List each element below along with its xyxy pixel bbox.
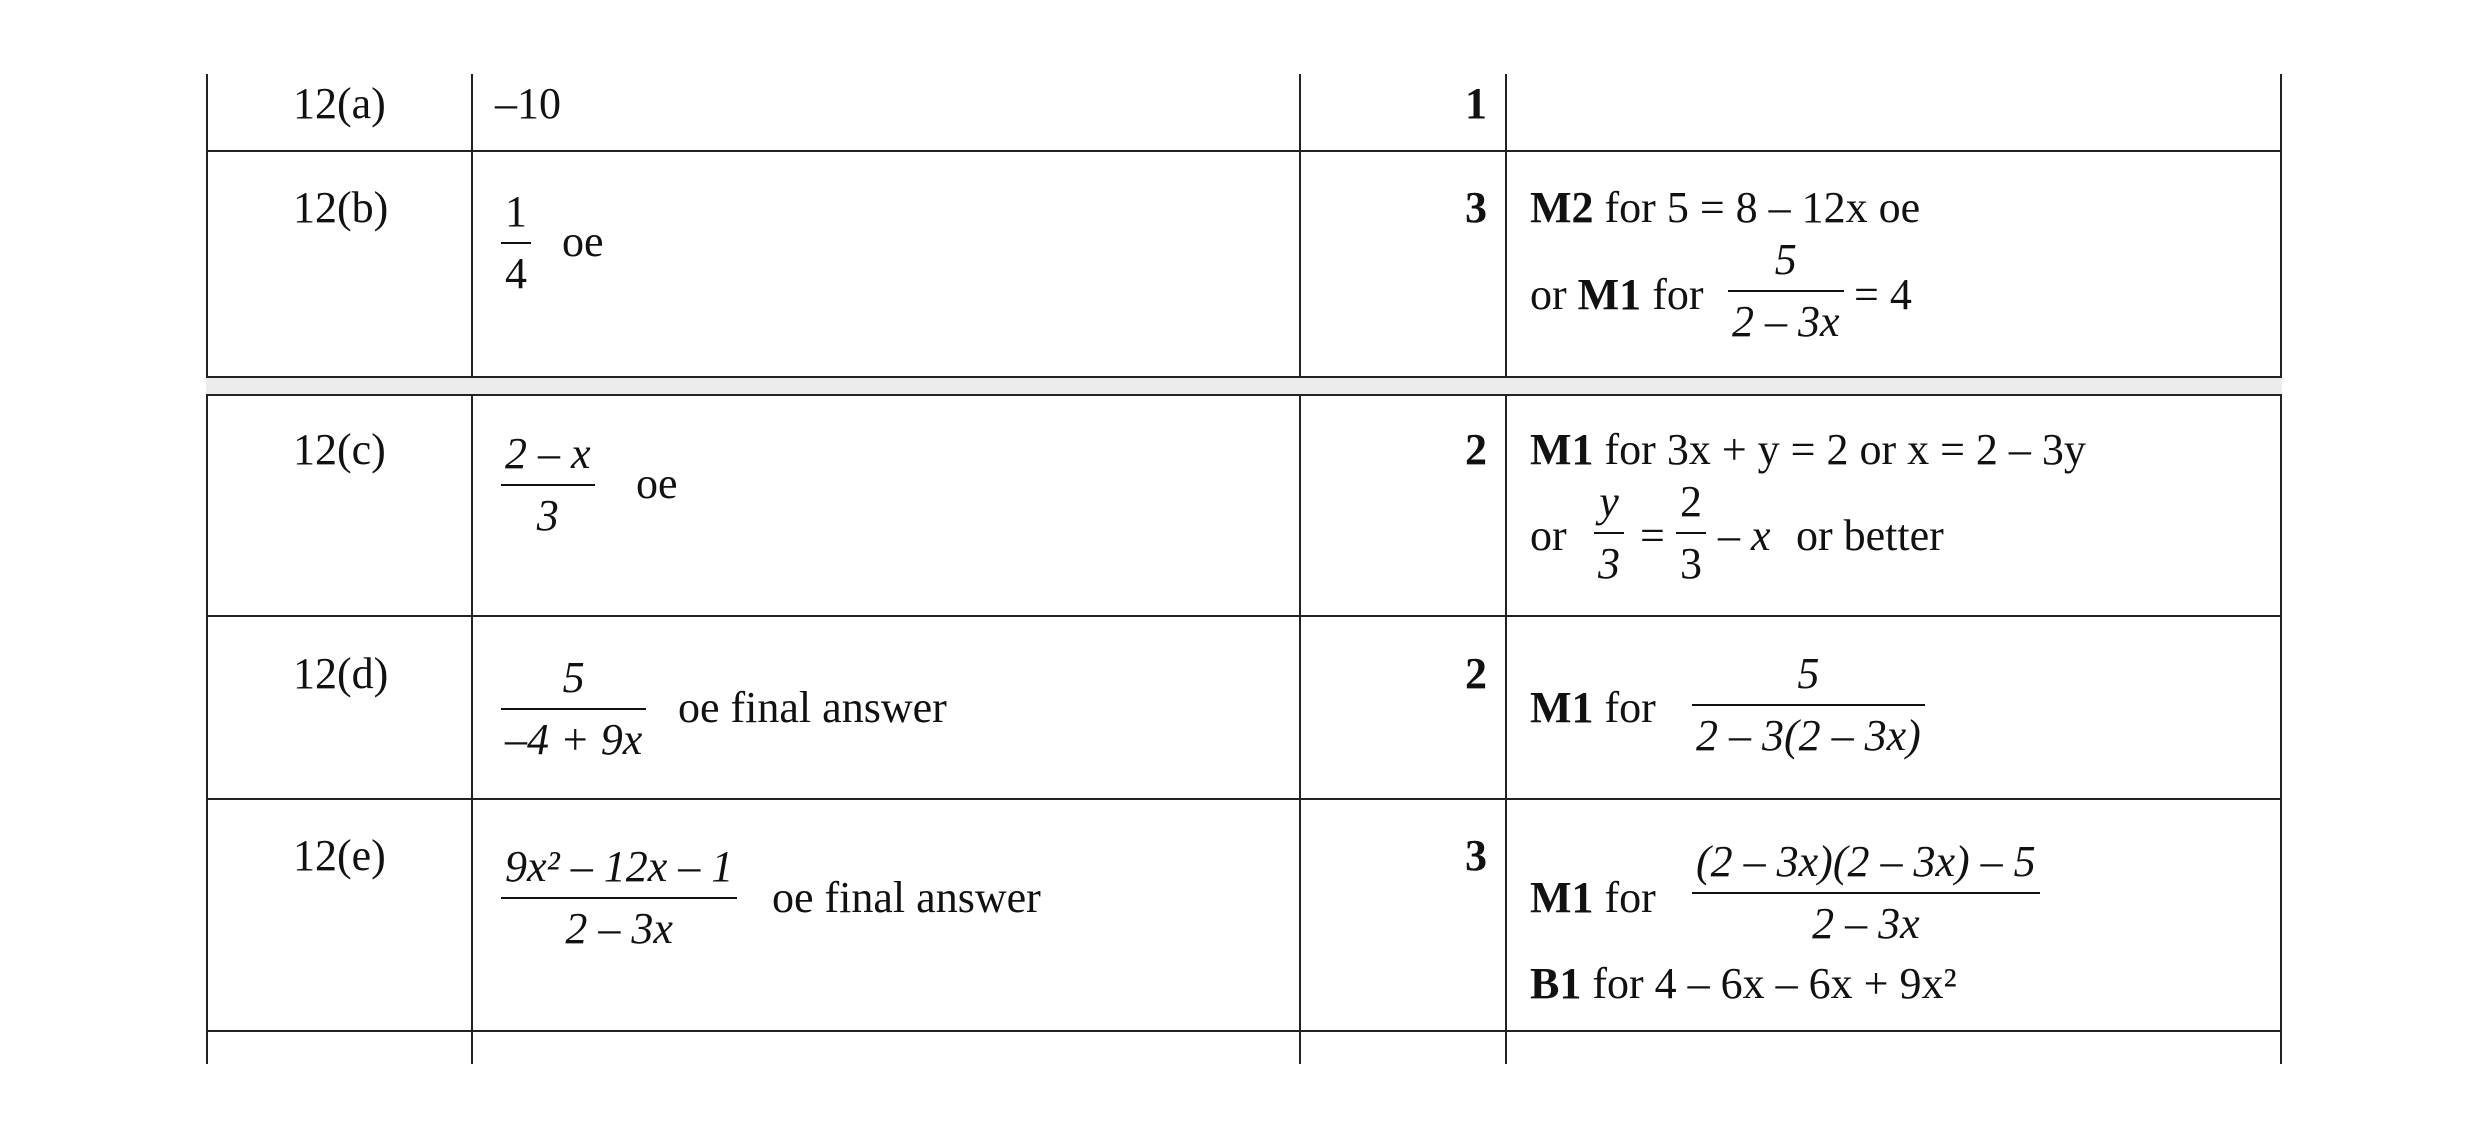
answer-suffix: oe: [636, 459, 678, 508]
guidance-prefix: or: [1530, 511, 1567, 560]
marks-value: 2: [1465, 649, 1487, 698]
mark-code: M1: [1530, 683, 1594, 732]
answer-fraction: [501, 842, 737, 953]
answer-suffix: oe final answer: [678, 683, 947, 732]
fraction-denominator: 3: [1680, 539, 1702, 588]
row-divider: [206, 798, 2282, 800]
guidance-line: [1530, 270, 1704, 319]
guidance-line: [1530, 683, 1656, 732]
fraction-numerator: 1: [505, 187, 527, 236]
answer-fraction: [501, 429, 595, 540]
guidance-text: for 4 – 6x – 6x + 9x²: [1581, 959, 1957, 1008]
column-divider-3: [1505, 74, 1507, 1064]
guidance-prefix: or: [1530, 270, 1578, 319]
question-number: 12(c): [293, 425, 386, 474]
answer-suffix: oe: [562, 217, 604, 266]
guidance-tail: = 4: [1854, 270, 1912, 319]
guidance-suffix: or better: [1796, 511, 1944, 560]
marks-value: 3: [1465, 831, 1487, 880]
fraction-numerator: y: [1599, 477, 1619, 526]
marks-value: 2: [1465, 425, 1487, 474]
section-separator-band: [206, 378, 2282, 394]
guidance-fraction: [1728, 235, 1844, 346]
row-divider: [206, 376, 2282, 378]
fraction-denominator: 2 – 3x: [1732, 297, 1840, 346]
answer-fraction: [501, 653, 646, 764]
mark-code: M1: [1530, 425, 1594, 474]
guidance-text: for: [1593, 873, 1656, 922]
guidance-line: [1530, 959, 1957, 1008]
question-number: 12(e): [293, 831, 386, 880]
fraction-denominator: 4: [505, 249, 527, 298]
fraction-denominator: 2 – 3(2 – 3x): [1696, 711, 1921, 760]
guidance-fraction: [1692, 837, 2040, 948]
fraction-denominator: 2 – 3x: [1812, 899, 1920, 948]
row-divider: [206, 615, 2282, 617]
answer-fraction: [501, 187, 531, 298]
guidance-fraction: [1692, 649, 1925, 760]
guidance-line: [1530, 425, 2086, 474]
guidance-line: [1530, 873, 1656, 922]
question-number: 12(d): [293, 649, 389, 698]
fraction-numerator: 5: [562, 653, 585, 702]
fraction-numerator: 9x² – 12x – 1: [505, 842, 734, 891]
mark-code: M1: [1577, 270, 1642, 319]
fraction-denominator: 3: [536, 491, 559, 540]
fraction-denominator: 2 – 3x: [565, 904, 673, 953]
fraction-denominator: 3: [1598, 539, 1620, 588]
column-divider-2: [1299, 74, 1301, 1064]
row-divider: [206, 150, 2282, 152]
table-border-left: [206, 74, 208, 1064]
answer-text: –10: [495, 79, 561, 128]
table-border-right: [2280, 74, 2282, 1064]
question-number: 12(a): [293, 79, 386, 128]
fraction-numerator: 2 – x: [505, 429, 591, 478]
guidance-fraction: [1594, 477, 1624, 588]
mark-code: B1: [1530, 959, 1582, 1008]
column-divider-1: [471, 74, 473, 1064]
marks-value: 1: [1465, 79, 1487, 128]
mark-code: M1: [1530, 873, 1594, 922]
guidance-tail: – x: [1718, 511, 1771, 560]
fraction-numerator: (2 – 3x)(2 – 3x) – 5: [1696, 837, 2036, 886]
fraction-numerator: 5: [1797, 649, 1820, 698]
equals-sign: =: [1640, 511, 1665, 560]
guidance-text: for 3x + y = 2 or x = 2 – 3y: [1593, 425, 2086, 474]
fraction-denominator: –4 + 9x: [505, 715, 643, 764]
marks-value: 3: [1465, 183, 1487, 232]
mark-code: M2: [1530, 183, 1594, 232]
row-divider: [206, 394, 2282, 396]
answer-suffix: oe final answer: [772, 873, 1041, 922]
guidance-text: for 5 = 8 – 12x oe: [1593, 183, 1921, 232]
guidance-text: for: [1593, 683, 1656, 732]
guidance-line: [1530, 183, 1921, 232]
question-number: 12(b): [293, 183, 389, 232]
fraction-numerator: 2: [1680, 477, 1702, 526]
guidance-fraction: [1676, 477, 1706, 588]
guidance-text: for: [1641, 270, 1704, 319]
fraction-numerator: 5: [1774, 235, 1797, 284]
row-divider: [206, 1030, 2282, 1032]
